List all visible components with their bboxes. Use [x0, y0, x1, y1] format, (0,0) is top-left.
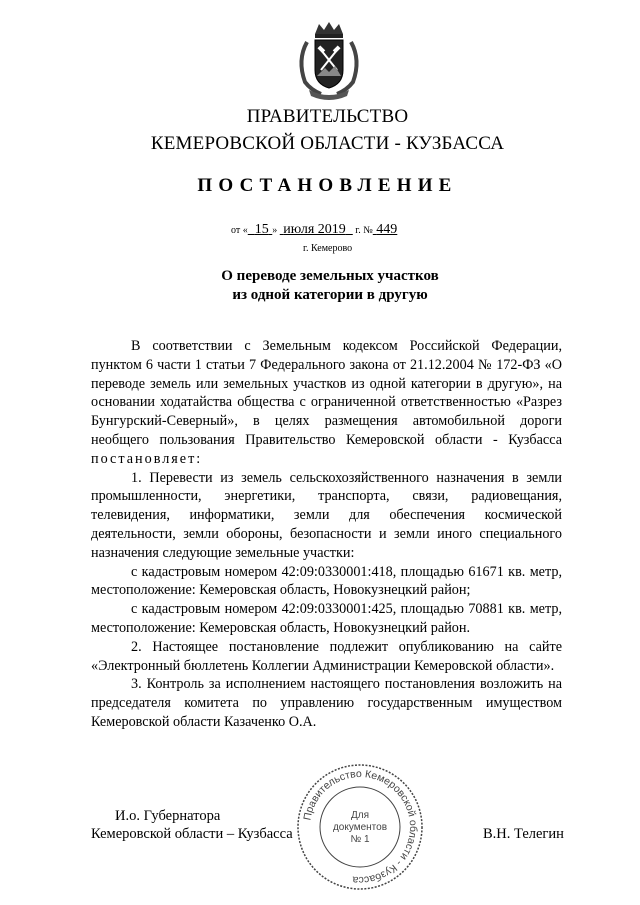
subject-line1: О переводе земельных участков: [221, 268, 439, 284]
document-subject: [215, 267, 445, 305]
org-name-line2: КЕМЕРОВСКОЙ ОБЛАСТИ - КУЗБАССА: [150, 133, 505, 154]
date-day: 15: [254, 222, 269, 237]
paragraph-item-2: 2. Настоящее постановление подлежит опубликованию на сайте «Электронный бюллетень Коллегии Администрации Кемеровской области».: [91, 638, 562, 674]
document-number: 449: [376, 222, 398, 237]
paragraph-preamble: В соответствии с Земельным кодексом Российской Федерации, пунктом 6 части 1 статьи 7 Федерального закона от 21.12.2004 № 172-ФЗ «О переводе земель или земельных участков из одной категории в другую», на основании ходатайства общества с ограниченной ответственностью «Разрез Бунгурский-Северный», в целях размещения автомобильной дороги необщего пользования Правительство Кемеровской области - Кузбасса постановляет:: [91, 338, 562, 467]
document-date-line: [231, 222, 397, 238]
decree-word: постановляет:: [91, 450, 203, 467]
org-name-line1: ПРАВИТЕЛЬСТВО: [246, 106, 409, 127]
coat-of-arms-emblem: [293, 20, 365, 100]
document-city: г. Кемерово: [303, 243, 353, 254]
paragraph-parcel-1: с кадастровым номером 42:09:0330001:418, площадью 61671 кв. метр, местоположение: Кемеровская область, Новокузнецкий район;: [91, 563, 562, 599]
paragraph-item-3: 3. Контроль за исполнением настоящего постановления возложить на председателя комитета по управлению государственным имуществом Кемеровской области Казаченко О.А.: [91, 676, 562, 730]
document-type-title: ПОСТАНОВЛЕНИЕ: [197, 175, 458, 196]
stamp-center-line2: документов: [332, 822, 388, 833]
subject-line2: из одной категории в другую: [232, 287, 428, 303]
date-prefix: от «: [231, 225, 248, 236]
date-month-year: июля 2019: [283, 222, 346, 237]
date-mid: »: [272, 225, 280, 236]
signatory-title-line1: И.о. Губернатора: [115, 808, 221, 824]
paragraph-item-1: 1. Перевести из земель сельскохозяйственного назначения в земли промышленности, энергетики, транспорта, связи, радиовещания, телевидения, информатики, земли для обеспечения космической деятельности, земли обороны, безопасности и земли иного специального назначения следующие земельные участки:: [91, 469, 562, 561]
paragraph-parcel-2: с кадастровым номером 42:09:0330001:425, площадью 70881 кв. метр, местоположение: Кемеровская область, Новокузнецкий район.: [91, 601, 562, 636]
document-body: [91, 337, 562, 732]
stamp-ring-text: Правительство Кемеровской области - Кузбасса: [301, 767, 420, 887]
stamp-center-line3: № 1: [350, 834, 370, 845]
date-suffix: г. №: [352, 225, 373, 236]
official-stamp: [295, 762, 425, 892]
signatory-title-line2: Кемеровской области – Кузбасса: [91, 826, 293, 842]
signatory-name: В.Н. Телегин: [483, 826, 564, 842]
stamp-center-line1: Для: [350, 810, 370, 821]
